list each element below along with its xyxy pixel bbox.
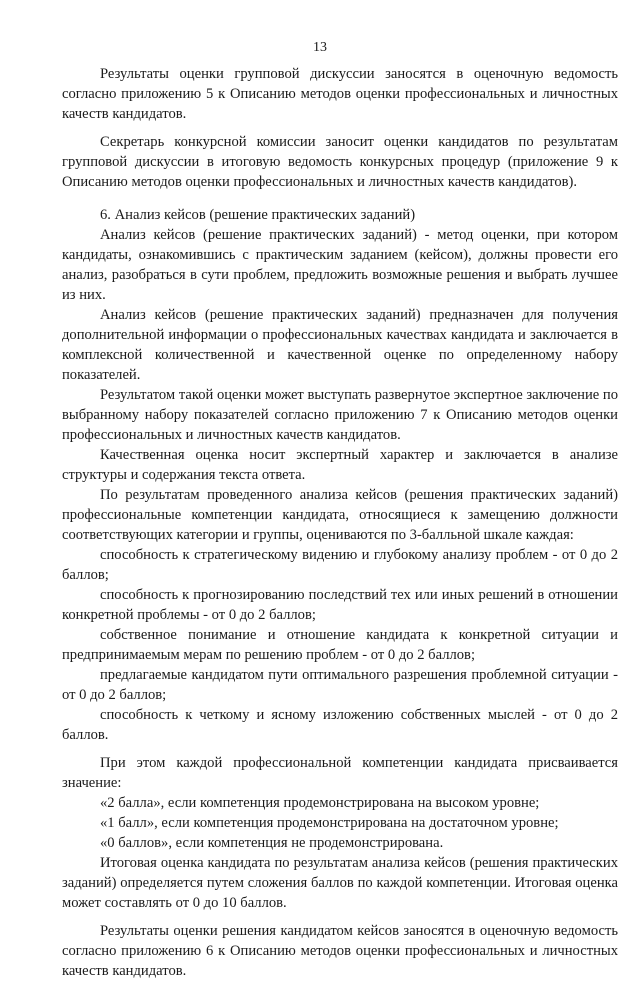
list-item-clear-expression: способность к четкому и ясному изложению собственных мыслей - от 0 до 2 баллов. <box>62 707 618 743</box>
paragraph-expert-conclusion: Результатом такой оценки может выступать развернутое экспертное заключение по выбранному набору показателей согласно приложению 7 к Описанию методов оценки профессиональных и личностных качеств кандидатов. <box>62 387 618 443</box>
paragraph-competence-scale: По результатам проведенного анализа кейсов (решения практических заданий) профессиональные компетенции кандидата, относящиеся к замещению должности соответствующих категории и группы, оцениваются по 3-балльной шкале каждая: <box>62 487 618 543</box>
paragraph-case-analysis-definition: Анализ кейсов (решение практических заданий) - метод оценки, при котором кандидаты, ознакомившись с практическим заданием (кейсом), должны провести его анализ, разобраться в сути проблем, предложить возможные решения и выбрать лучшее из них. <box>62 227 618 303</box>
document-body <box>62 64 618 981</box>
paragraph-case-results-recording: Результаты оценки решения кандидатом кейсов заносятся в оценочную ведомость согласно приложению 6 к Описанию методов оценки профессиональных и личностных качеств кандидатов. <box>62 923 618 979</box>
paragraph-qualitative-assessment: Качественная оценка носит экспертный характер и заключается в анализе структуры и содержания текста ответа. <box>62 447 618 483</box>
paragraph-case-analysis-purpose: Анализ кейсов (решение практических заданий) предназначен для получения дополнительной информации о профессиональных качествах кандидата и заключается в комплексной количественной и качественной оценке по определенному набору показателей. <box>62 307 618 383</box>
page-number: 13 <box>313 40 327 55</box>
section-heading-case-analysis: 6. Анализ кейсов (решение практических заданий) <box>100 207 416 223</box>
list-item-own-understanding: собственное понимание и отношение кандидата к конкретной ситуации и предпринимаемым мерам по решению проблем - от 0 до 2 баллов; <box>62 627 618 663</box>
list-item-one-point: «1 балл», если компетенция продемонстрирована на достаточном уровне; <box>100 815 559 831</box>
list-item-strategic-vision: способность к стратегическому видению и глубокому анализу проблем - от 0 до 2 баллов; <box>62 547 618 583</box>
paragraph-secretary-records: Секретарь конкурсной комиссии заносит оценки кандидатов по результатам групповой дискуссии в итоговую ведомость конкурсных процедур (приложение 9 к Описанию методов оценки профессиональных и личностных качеств кандидатов). <box>62 134 618 190</box>
paragraph-group-discussion-results: Результаты оценки групповой дискуссии заносятся в оценочную ведомость согласно приложению 5 к Описанию методов оценки профессиональных и личностных качеств кандидатов. <box>62 66 618 122</box>
list-item-optimal-solutions: предлагаемые кандидатом пути оптимального разрешения проблемной ситуации - от 0 до 2 баллов; <box>62 667 618 703</box>
list-item-two-points: «2 балла», если компетенция продемонстрирована на высоком уровне; <box>100 795 540 811</box>
paragraph-value-assignment: При этом каждой профессиональной компетенции кандидата присваивается значение: <box>62 755 618 791</box>
list-item-forecasting: способность к прогнозированию последствий тех или иных решений в отношении конкретной проблемы - от 0 до 2 баллов; <box>62 587 618 623</box>
list-item-zero-points: «0 баллов», если компетенция не продемонстрирована. <box>100 835 444 851</box>
paragraph-final-score: Итоговая оценка кандидата по результатам анализа кейсов (решения практических заданий) определяется путем сложения баллов по каждой компетенции. Итоговая оценка может составлять от 0 до 10 баллов. <box>62 855 618 911</box>
